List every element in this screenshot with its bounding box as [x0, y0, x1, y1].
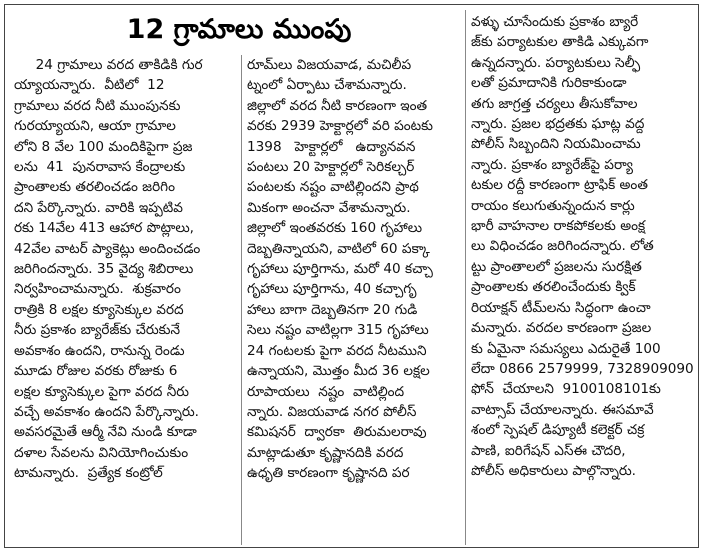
article-text-line: లతో ప్రమాదానికి గురికాకుండా: [471, 75, 627, 92]
article-text-line: కు ఏమైనా సమస్యలు ఎదురైతే 100: [471, 340, 661, 357]
article-text-line: కమిషనర్ ద్వారకా తిరుమలరావు: [247, 424, 427, 441]
article-text-line: 42వేల వాటర్ ప్యాకెట్లు అందించడం: [14, 240, 201, 257]
article-text-line: న్నారు. ప్రజల భద్రతకు ఘాట్ల వద్ద: [471, 116, 645, 133]
article-text-line: పాణి, ఐరిగేషన్ ఎస్ఈ చౌదరి,: [471, 442, 626, 459]
article-text-line: జిల్లాలో ఇంతవరకు 160 గృహాలు: [247, 220, 423, 237]
article-column-1: [14, 55, 236, 545]
article-text-line: పోలీస్ సిబ్బందిని నియమించామ: [471, 136, 641, 153]
article-text-line: పంటలకు నష్టం వాటిల్లిందని ప్రాథ: [247, 179, 419, 196]
article-text-line: మికంగా అంచనా వేశామన్నారు.: [247, 199, 411, 216]
article-text-line: 24 గంటలకు పైగా వరద నీటముని: [247, 342, 427, 359]
article-text-line: గృహాలు పూర్తిగాను, మరో 40 కచ్చా: [247, 261, 433, 278]
article-text-line: ప్రాంతాలకు తరలించేందుకు క్విక్: [471, 279, 636, 296]
article-text-line: అవకాశం ఉందని, రానున్న రెండు: [14, 342, 185, 359]
article-text-line: లేదా 0866 2579999, 7328909090: [471, 360, 694, 377]
article-text-line: తగు జాగ్రత్త చర్యలు తీసుకోవాల: [471, 95, 638, 112]
article-text-line: సెలు నష్టం వాటిల్లగా 315 గృహాలు: [247, 322, 429, 339]
article-text-line: లక్షల క్యూసెక్కుల పైగా వరద నీరు: [14, 383, 190, 400]
article-column-3: [471, 12, 695, 545]
column-divider: [241, 55, 242, 545]
article-text-line: శంలో స్పెషల్ డిప్యూటీ కలెక్టర్ చక్ర: [471, 422, 645, 439]
article-text-line: ఉధృతి కారణంగా కృష్ణానది పర: [247, 465, 410, 482]
article-text-line: వరకు 2939 హెక్టార్లలో వరి పంటకు: [247, 118, 433, 135]
article-text-line: య్యాయన్నారు. వీటిలో 12: [14, 77, 165, 94]
article-text-line: జ్‌కు పర్యాటకుల తాకిడి ఎక్కువగా: [471, 34, 649, 51]
article-text-line: లోని 8 వేల 100 మందికిపైగా ప్రజ: [14, 138, 193, 155]
article-text-line: ప్రాంతాలకు తరలించడం జరిగిం: [14, 179, 175, 196]
article-text-line: పంటలు 20 హెక్టార్లలో సెరికల్చర్: [247, 159, 415, 176]
article-text-line: న్నారు. ప్రకాశం బ్యారేజ్‌పై పర్యా: [471, 156, 633, 173]
article-text-line: నిర్వహించామన్నారు. శుక్రవారం: [14, 281, 181, 298]
article-text-line: గృహాలు పూర్తిగాను, 40 కచ్చాగృ: [247, 281, 417, 298]
article-text-line: ఉన్నదన్నారు. పర్యాటకులు సెల్ఫీ: [471, 54, 641, 71]
article-text-line: వళ్ళు చూసేందుకు ప్రకాశం బ్యారే: [471, 14, 639, 30]
article-text-line: దని పేర్కొన్నారు. వారికి ఇప్పటివ: [14, 199, 183, 216]
article-text-line: మూడు రోజుల వరకు రోజుకు 6: [14, 363, 178, 380]
article-text-line: జరిగిందన్నారు. 35 వైద్య శిబిరాలు: [14, 261, 194, 278]
article-text-line: రూమ్‌లు విజయవాడ, మచిలీప: [247, 57, 412, 73]
article-text-line: హాలు బాగా దెబ్బతినగా 20 గుడి: [247, 301, 418, 318]
article-text-line: దళాల సేవలను వినియోగించుకుం: [14, 444, 189, 461]
article-column-2: [247, 55, 461, 545]
article-text-line: రాయం కలుగుతున్నందున కార్లు: [471, 197, 635, 214]
article-text-line: ట్టు ప్రాంతాలలో ప్రజలను సురక్షిత: [471, 258, 642, 275]
article-text-line: జిల్లాలో వరద నీటి కారణంగా ఇంత: [247, 97, 428, 114]
article-text-line: రాత్రికి 8 లక్షల క్యూసెక్కుల వరద: [14, 301, 184, 318]
column-divider: [465, 10, 466, 545]
article-text-line: గురయ్యాయని, ఆయా గ్రామాల: [14, 118, 176, 135]
article-text-line: రూపాయలు నష్టం వాటిల్లింద: [247, 383, 405, 400]
headline: 12 గ్రామాలు ముంపు: [126, 14, 352, 45]
article-text-line: రియాక్షన్ టీమ్‌లను సిద్ధంగా ఉంచా: [471, 299, 651, 316]
article-text-line: టామన్నారు. ప్రత్యేక కంట్రోల్: [14, 465, 163, 482]
article-text-line: న్నారు. విజయవాడ నగర పోలీస్: [247, 403, 417, 420]
article-text-line: మన్నారు. వరదల కారణంగా ప్రజల: [471, 320, 652, 337]
article-text-line: ట్నంలో ఏర్పాటు చేశామన్నారు.: [247, 77, 407, 94]
article-text-line: ఫోన్ చేయాలని 9100108101కు: [471, 381, 661, 398]
article-text-line: వాట్సాప్ చేయాలన్నారు. ఈసమావే: [471, 401, 654, 418]
article-text-line: నీరు ప్రకాశం బ్యారేజ్‌కు చేరుకునే: [14, 322, 180, 339]
article-text-line: అవసరమైతే ఆర్మీ నేవి నుండి కూడా: [14, 424, 197, 441]
article-text-line: 24 గ్రామాలు వరద తాకిడికి గుర: [14, 57, 203, 73]
article-text-line: దెబ్బతిన్నాయని, వాటిలో 60 పక్కా: [247, 240, 430, 257]
article-text-line: ఉన్నాయని, మొత్తం మీద 36 లక్షల: [247, 363, 430, 380]
article-text-line: గ్రామాలు వరద నీటి ముంపునకు: [14, 97, 181, 114]
article-text-line: లను 41 పునరావాస కేంద్రాలకు: [14, 159, 186, 176]
article-text-line: పోలీస్ అధికారులు పాల్గొన్నారు.: [471, 462, 637, 479]
article-text-line: వచ్చే అవకాశం ఉందని పేర్కొన్నారు.: [14, 403, 200, 420]
article-text-line: భారీ వాహనాల రాకపోకలకు అంక్ష: [471, 218, 646, 235]
article-text-line: మాట్లాడుతూ కృష్ణానదికి వరద: [247, 444, 404, 461]
article-text-line: 1398 హెక్టార్లలో ఉద్యానవన: [247, 138, 416, 155]
article-text-line: టకుల రద్దీ కారణంగా ట్రాఫిక్ అంత: [471, 177, 648, 194]
article-text-line: లు విధించడం జరిగిందన్నారు. లోత: [471, 238, 654, 255]
article-text-line: రకు 14వేల 413 ఆహార పొట్లాలు,: [14, 220, 195, 237]
